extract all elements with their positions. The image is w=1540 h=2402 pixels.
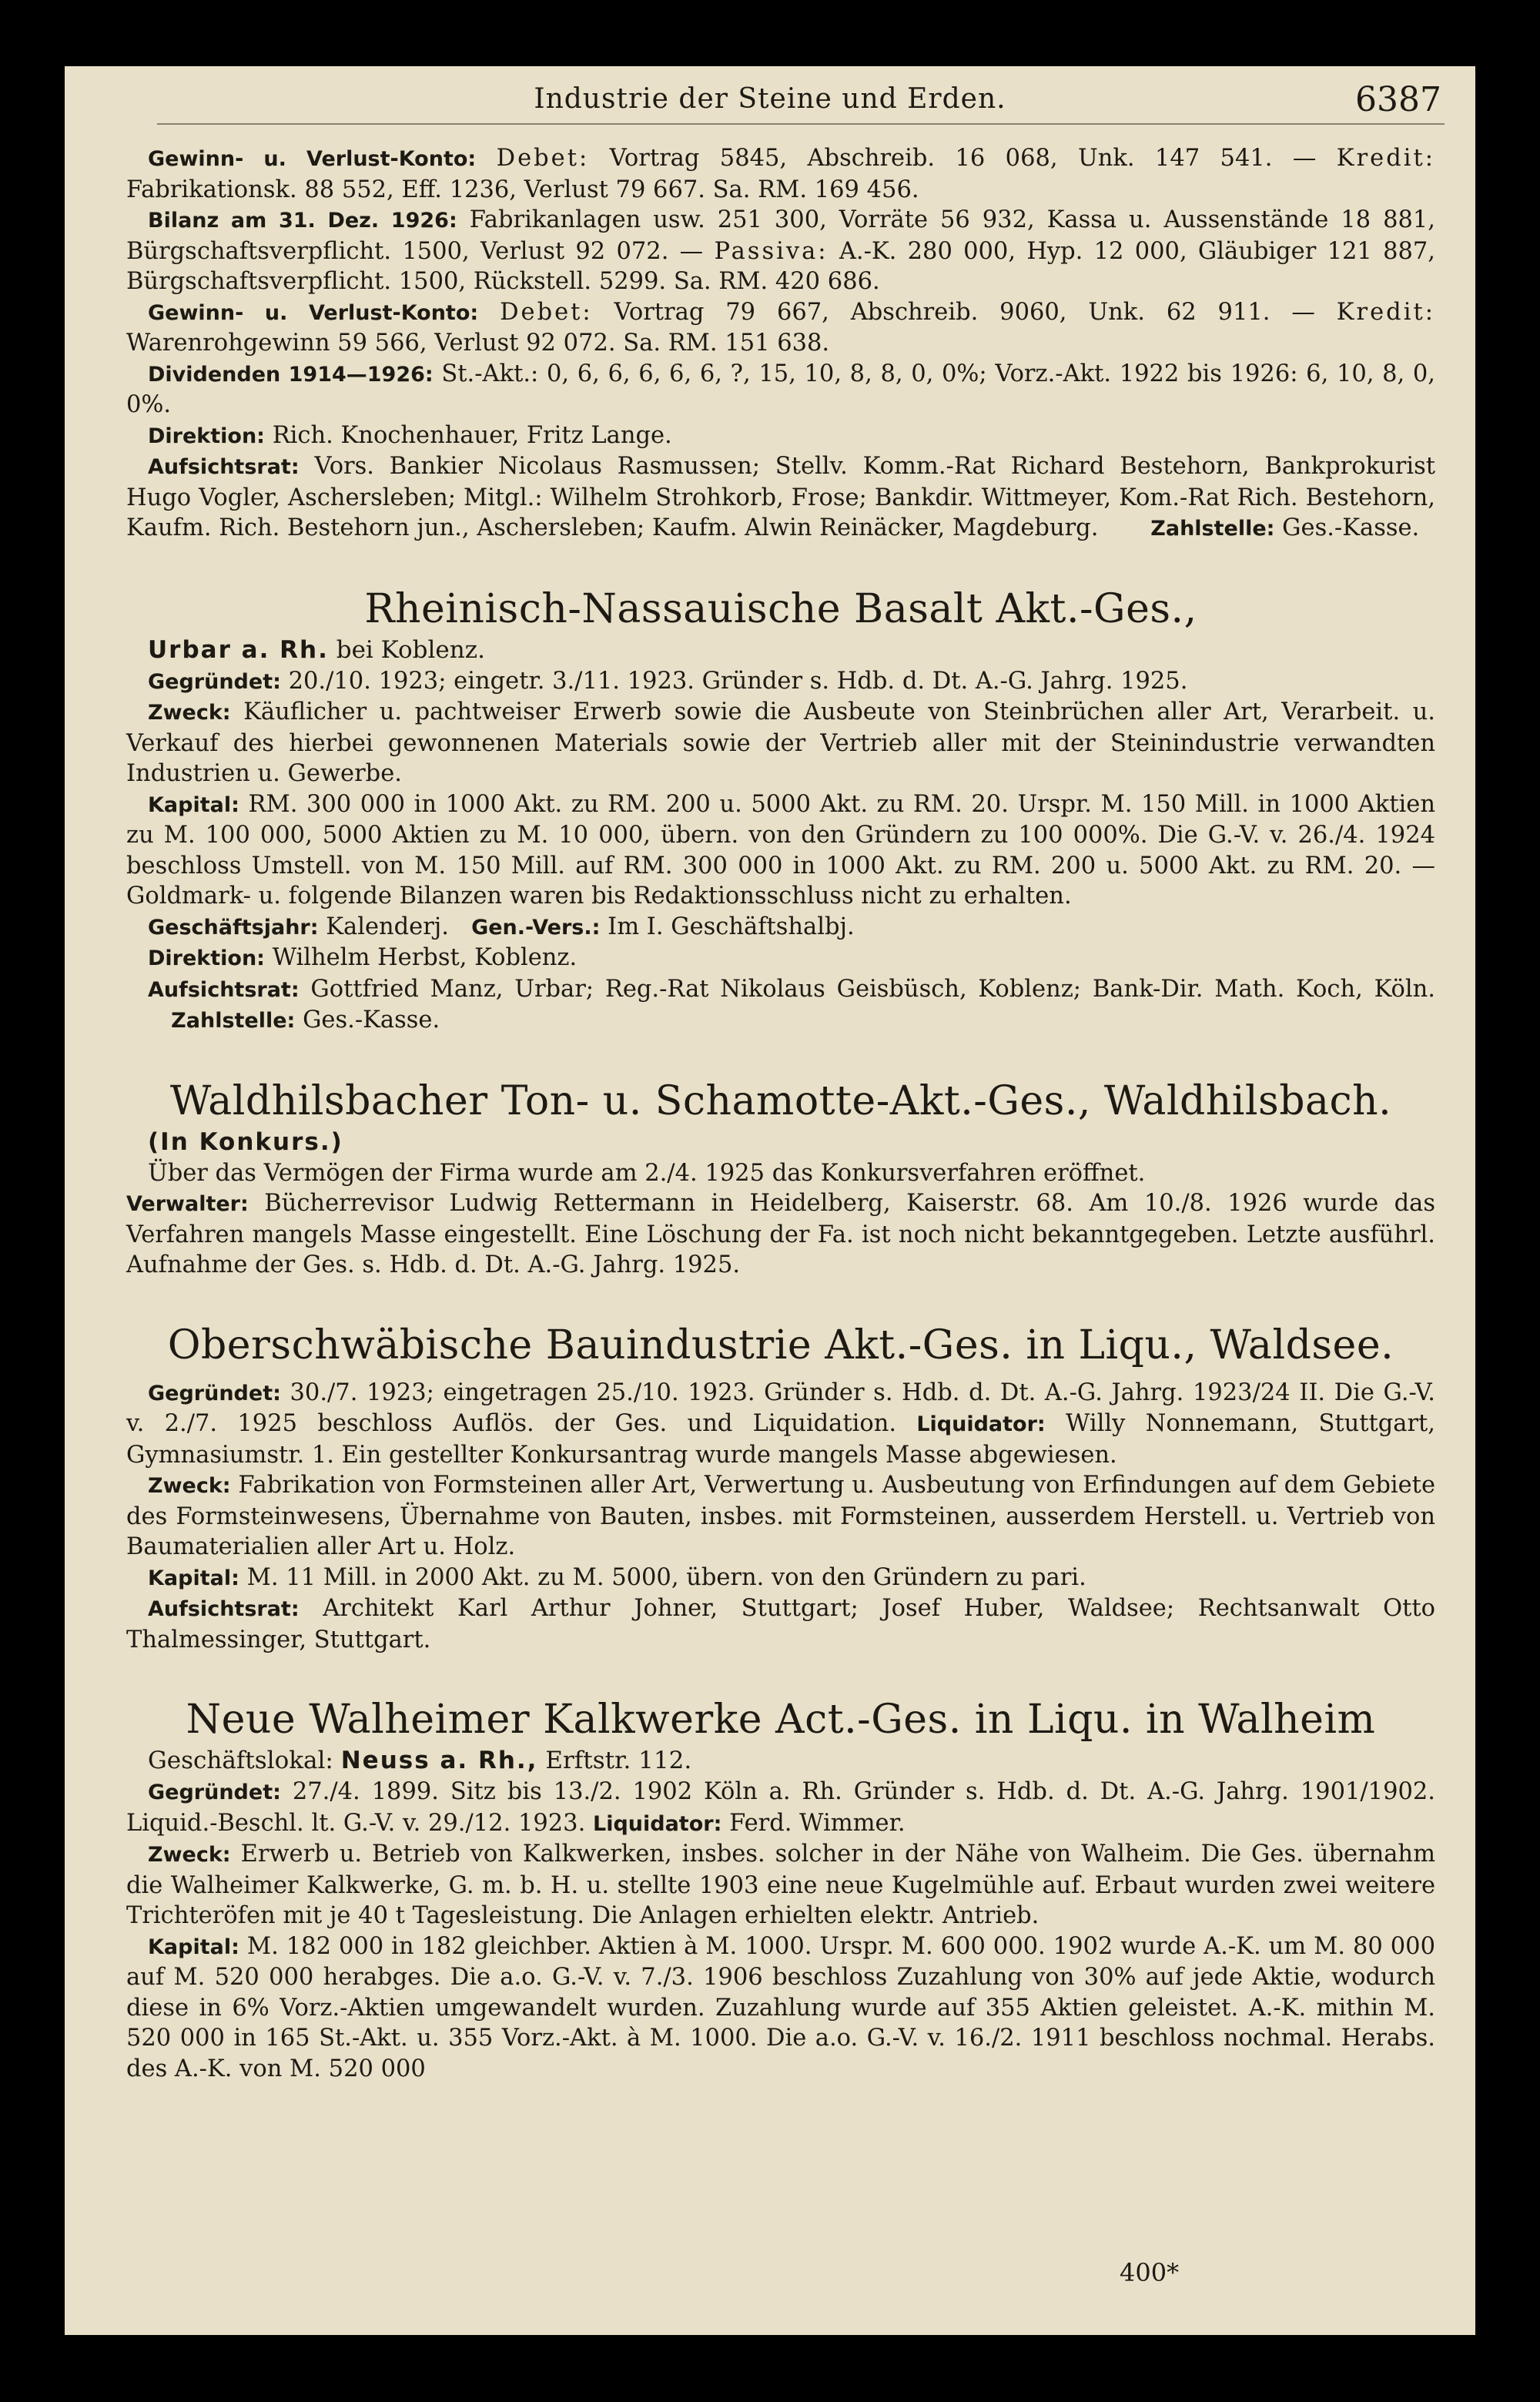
label: Verwalter:: [126, 1192, 249, 1216]
page-content: [126, 143, 1435, 2084]
text: Ges.-Kasse.: [303, 1007, 440, 1033]
label: Bilanz am 31. Dez. 1926:: [148, 209, 457, 233]
text: Architekt Karl Arthur Johner, Stuttgart; Josef Huber, Waldsee; Rechtsanwalt Otto Thalmessinger, Stuttgart.: [126, 1595, 1435, 1653]
label: Geschäftsjahr:: [148, 915, 319, 940]
section-subtitle: [126, 1744, 1435, 1777]
text: Ferd. Wimmer.: [729, 1809, 906, 1837]
section-title: Neue Walheimer Kalkwerke Act.-Ges. in Liqu. in Walheim: [186, 1697, 1376, 1743]
text: Geschäftslokal:: [148, 1747, 333, 1774]
sheet-signature: 400*: [1120, 2258, 1180, 2287]
bilanz: [126, 205, 1435, 297]
zweck: [126, 697, 1435, 789]
gegruendet: [126, 1777, 1435, 1839]
text: Erftstr. 112.: [545, 1747, 692, 1774]
text: Kalenderj.: [326, 913, 449, 940]
section-subtitle: [126, 634, 1435, 666]
label: Kredit:: [1336, 298, 1435, 326]
text: Im I. Geschäftshalbj.: [608, 913, 855, 940]
dividenden: [126, 359, 1435, 420]
status: (In Konkurs.): [148, 1127, 343, 1156]
kapital: [126, 1563, 1435, 1594]
label: Kapital:: [148, 792, 239, 817]
text: RM. 300 000 in 1000 Akt. zu RM. 200 u. 5000 Akt. zu RM. 20. Urspr. M. 150 Mill. in 1000 Aktien zu M. 100 000, 5000 Aktien zu M. 10 000, übern. von den Gründern zu 100 000%. Die G.-V. v. 26./4. 1924 beschloss Umstell. von M. 150 Mill. auf RM. 300 000 in 1000 Akt. zu RM. 200 u. 5000 Akt. zu RM. 20. — Goldmark- u. folgende Bilanzen waren bis Redaktionsschluss nicht zu erhalten.: [126, 790, 1435, 910]
zweck: [126, 1839, 1435, 1931]
label: Zweck:: [148, 1843, 231, 1867]
geschaeftsjahr: [126, 912, 1435, 943]
text: bei Koblenz.: [336, 635, 485, 664]
kapital: [126, 1931, 1435, 2085]
text: Fabrikationsk. 88 552, Eff. 1236, Verlust 79 667. Sa. RM. 169 456.: [126, 176, 919, 203]
verwalter: [126, 1188, 1435, 1281]
text: Ges.-Kasse.: [1282, 514, 1420, 541]
text: Käuflicher u. pachtweiser Erwerb sowie die Ausbeute von Steinbrüchen aller Art, Verarbeit. u. Verkauf des hierbei gewonnenen Materials sowie der Vertrieb aller mit der Steinindustrie verwandten Industrien u. Gewerbe.: [126, 698, 1435, 787]
text: Warenrohgewinn 59 566, Verlust 92 072. Sa. RM. 151 638.: [126, 330, 830, 357]
label: Zweck:: [148, 701, 231, 725]
label: Kredit:: [1336, 145, 1436, 172]
text: A.-K. 280 000, Hyp. 12 000, Gläubiger 121 887, Bürgschaftsverpflicht. 1500, Rückstell. 5299. Sa. RM. 420 686.: [126, 237, 1435, 295]
label: Gegründet:: [148, 669, 281, 694]
label: Liquidator:: [593, 1811, 722, 1836]
label: Gewinn- u. Verlust-Konto:: [148, 147, 477, 171]
label: Kapital:: [148, 1566, 239, 1590]
label: Gegründet:: [148, 1781, 281, 1804]
section-title: Oberschwäbische Bauindustrie Akt.-Ges. in Liqu., Waldsee.: [167, 1322, 1394, 1369]
label: Zahlstelle:: [171, 1009, 296, 1033]
running-header: [65, 80, 1475, 119]
header-rule: [157, 123, 1445, 125]
text: Bücherrevisor Ludwig Rettermann in Heidelberg, Kaiserstr. 68. Am 10./8. 1926 wurde das Verfahren mangels Masse eingestellt. Eine Löschung der Fa. ist noch nicht bekanntgegeben. Letzte ausführl. Aufnahme der Ges. s. Hdb. d. Dt. A.-G. Jahrg. 1925.: [126, 1190, 1435, 1278]
aufsichtsrat: [126, 1593, 1435, 1655]
page-number: 6387: [1355, 80, 1441, 119]
text: M. 182 000 in 182 gleichber. Aktien à M. 1000. Urspr. M. 600 000. 1902 wurde A.-K. um M. 80 000 auf M. 520 000 herabges. Die a.o. G.-V. v. 7./3. 1906 beschloss Zuzahlung von 30% auf jede Aktie, wodurch diese in 6% Vorz.-Aktien umgewandelt wurden. Zuzahlung wurde auf 355 Aktien geleistet. A.-K. mithin M. 520 000 in 165 St.-Akt. u. 355 Vorz.-Akt. à M. 1000. Die a.o. G.-V. v. 16./2. 1911 beschloss nochmal. Herabs. des A.-K. von M. 520 000: [126, 1932, 1435, 2082]
text: 20./10. 1923; eingetr. 3./11. 1923. Gründer s. Hdb. d. Dt. A.-G. Jahrg. 1925.: [288, 667, 1188, 695]
gegruendet: [126, 1378, 1435, 1471]
text: St.-Akt.: 0, 6, 6, 6, 6, 6, ?, 15, 10, 8, 8, 0, 0%; Vorz.-Akt. 1922 bis 1926: 6, 10, 8, 0, 0%.: [126, 360, 1436, 418]
gegruendet: [126, 666, 1435, 698]
aufsichtsrat: [126, 974, 1435, 1037]
label: Aufsichtsrat:: [148, 1597, 300, 1621]
direktion: [126, 420, 1435, 452]
text: M. 11 Mill. in 2000 Akt. zu M. 5000, übern. von den Gründern zu pari.: [246, 1563, 1086, 1591]
aufsichtsrat: [126, 451, 1435, 544]
section-subtitle: [126, 1126, 1435, 1158]
label: Passiva:: [714, 237, 829, 265]
text: Vortrag 5845, Abschreib. 16 068, Unk. 147 541. —: [609, 145, 1317, 172]
text: Vors. Bankier Nicolaus Rasmussen; Stellv. Komm.-Rat Richard Bestehorn, Bankprokurist Hugo Vogler, Aschersleben; Mitgl.: Wilhelm Strohkorb, Frose; Bankdir. Wittmeyer, Kom.-Rat Rich. Bestehorn, Kaufm. Rich. Bestehorn jun., Aschersleben; Kaufm. Alwin Reinäcker, Magdeburg.: [126, 453, 1435, 541]
label: Gewinn- u. Verlust-Konto:: [148, 300, 479, 325]
text: Willy Nonnemann, Stuttgart, Gymnasiumstr. 1. Ein gestellter Konkursantrag wurde mangels Masse abgewiesen.: [126, 1410, 1435, 1469]
text: Fabrikanlagen usw. 251 300, Vorräte 56 932, Kassa u. Aussenstände 18 881, Bürgschaftsverpflicht. 1500, Verlust 92 072. —: [126, 206, 1435, 265]
label: Direktion:: [148, 424, 265, 448]
label: Gegründet:: [148, 1381, 281, 1405]
text: Vortrag 79 667, Abschreib. 9060, Unk. 62 911. —: [614, 298, 1315, 326]
label: Aufsichtsrat:: [148, 977, 300, 1002]
city: Neuss a. Rh.,: [340, 1747, 538, 1774]
text: Erwerb u. Betrieb von Kalkwerken, insbes. solcher in der Nähe von Walheim. Die Ges. übernahm die Walheimer Kalkwerke, G. m. b. H. u. stellte 1903 eine neue Kugelmühle auf. Erbaut wurden zwei weitere Trichteröfen mit je 40 t Tagesleistung. Die Anlagen erhielten elektr. Antrieb.: [126, 1841, 1435, 1929]
text: Wilhelm Herbst, Koblenz.: [272, 944, 578, 971]
label: Kapital:: [148, 1935, 239, 1959]
label: Zweck:: [148, 1474, 231, 1498]
text: 30./7. 1923; eingetragen 25./10. 1923. Gründer s. Hdb. d. Dt. A.-G. Jahrg. 1923/24 II. Die G.-V. v. 2./7. 1925 beschloss Auflös. der Ges. und Liquidation.: [126, 1379, 1435, 1437]
label: Gen.-Vers.:: [471, 915, 601, 940]
label: Dividenden 1914—1926:: [148, 362, 434, 387]
label: Direktion:: [148, 946, 265, 970]
direktion: [126, 943, 1435, 974]
kapital: [126, 789, 1435, 912]
page: [65, 66, 1475, 2335]
konkurs-text: Über das Vermögen der Firma wurde am 2./4. 1925 das Konkursverfahren eröffnet.: [148, 1159, 1146, 1187]
label: Debet:: [500, 298, 593, 326]
label: Debet:: [496, 145, 590, 172]
text: Fabrikation von Formsteinen aller Art, Verwertung u. Ausbeutung von Erfindungen auf dem Gebiete des Formsteinwesens, Übernahme von Bauten, insbes. mit Formsteinen, ausserdem Herstell. u. Vertrieb von Baumaterialien aller Art u. Holz.: [126, 1472, 1435, 1560]
gv-konto-2: [126, 297, 1435, 359]
section-title: Rheinisch-Nassauische Basalt Akt.-Ges.,: [364, 585, 1197, 632]
gv-konto-1: [126, 143, 1435, 205]
text: Gottfried Manz, Urbar; Reg.-Rat Nikolaus Geisbüsch, Koblenz; Bank-Dir. Math. Koch, Köln.: [310, 975, 1435, 1003]
city: Urbar a. Rh.: [148, 635, 329, 664]
label: Zahlstelle:: [1150, 517, 1275, 541]
text: 27./4. 1899. Sitz bis 13./2. 1902 Köln a. Rh. Gründer s. Hdb. d. Dt. A.-G. Jahrg. 1901/1902. Liquid.-Beschl. lt. G.-V. v. 29./12. 1923.: [126, 1778, 1435, 1837]
section-title: Waldhilsbacher Ton- u. Schamotte-Akt.-Ges., Waldhilsbach.: [169, 1077, 1392, 1124]
label: Aufsichtsrat:: [148, 455, 300, 479]
text: Rich. Knochenhauer, Fritz Lange.: [272, 421, 672, 449]
label: Liquidator:: [916, 1412, 1046, 1436]
header-title: Industrie der Steine und Erden.: [534, 83, 1006, 115]
zweck: [126, 1470, 1435, 1563]
